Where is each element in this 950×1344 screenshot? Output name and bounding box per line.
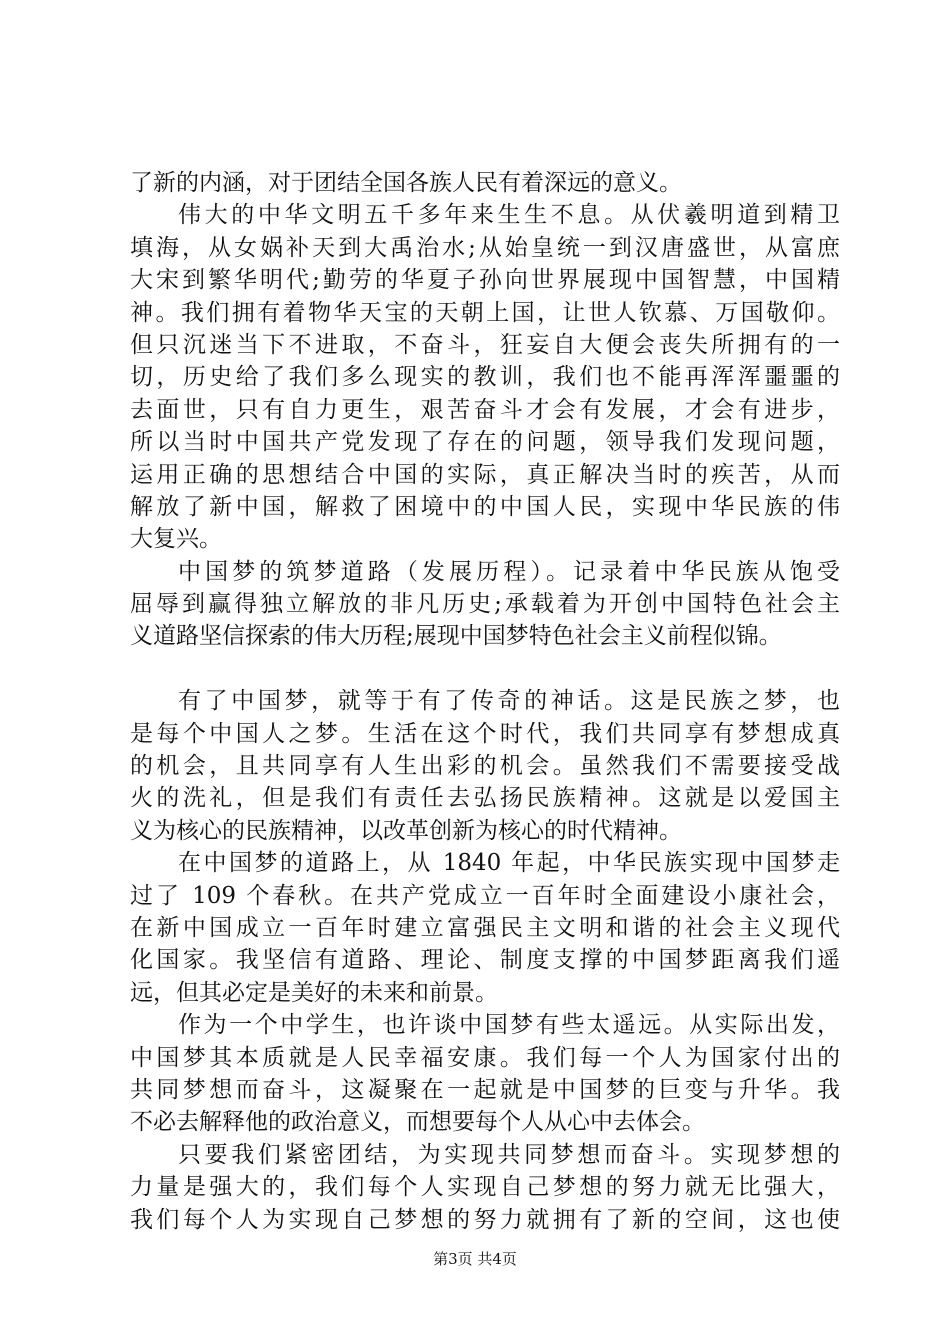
text-line: 中国梦其本质就是人民幸福安康。我们每一个人为国家付出的 <box>130 1044 840 1071</box>
page-footer: 第3页 共4页 <box>433 1250 517 1268</box>
text-line: 有了中国梦，就等于有了传奇的神话。这是民族之梦，也 <box>178 688 840 715</box>
text-line: 化国家。我坚信有道路、理论、制度支撑的中国梦距离我们遥 <box>130 947 840 974</box>
text-line: 不必去解释他的政治意义，而想要每个人从心中去体会。 <box>130 1109 705 1136</box>
text-line: 切，历史给了我们多么现实的教训，我们也不能再浑浑噩噩的 <box>130 364 840 391</box>
text-line: 的机会，且共同享有人生出彩的机会。虽然我们不需要接受战 <box>130 753 840 780</box>
text-line: 解放了新中国，解救了困境中的中国人民，实现中华民族的伟 <box>130 493 840 520</box>
text-line: 填海，从女娲补天到大禹治水;从始皇统一到汉唐盛世，从富庶 <box>130 234 840 261</box>
text-line: 但只沉迷当下不进取，不奋斗，狂妄自大便会丧失所拥有的一 <box>130 331 840 358</box>
text-line: 了新的内涵，对于团结全国各族人民有着深远的意义。 <box>130 170 682 196</box>
text-line: 远，但其必定是美好的未来和前景。 <box>130 979 498 1006</box>
text-line: 力量是强大的，我们每个人实现自己梦想的努力就无比强大， <box>130 1174 840 1201</box>
text-line: 义为核心的民族精神，以改革创新为核心的时代精神。 <box>130 817 682 844</box>
text-line: 义道路坚信探索的伟大历程;展现中国梦特色社会主义前程似锦。 <box>130 623 782 650</box>
text-line: 伟大的中华文明五千多年来生生不息。从伏羲明道到精卫 <box>178 202 840 229</box>
text-line: 共同梦想而奋斗，这凝聚在一起就是中国梦的巨变与升华。我 <box>130 1076 840 1103</box>
paragraph <box>130 1139 840 1236</box>
text-line: 神。我们拥有着物华天宝的天朝上国，让世人钦慕、万国敬仰。 <box>130 299 840 326</box>
text-line: 在中国梦的道路上，从 1840 年起，中华民族实现中国梦走 <box>178 850 840 877</box>
paragraph <box>130 847 840 1009</box>
text-line: 在新中国成立一百年时建立富强民主文明和谐的社会主义现代 <box>130 914 840 941</box>
blank-line <box>130 653 840 685</box>
text-line: 去面世，只有自力更生，艰苦奋斗才会有发展，才会有进步， <box>130 396 840 423</box>
text-line: 所以当时中国共产党发现了存在的问题，领导我们发现问题， <box>130 429 840 456</box>
paragraph <box>130 685 840 847</box>
document-body <box>130 167 840 1236</box>
paragraph <box>130 199 840 555</box>
text-line: 大复兴。 <box>130 526 222 553</box>
text-line: 屈辱到赢得独立解放的非凡历史;承载着为开创中国特色社会主 <box>130 591 840 618</box>
text-line: 只要我们紧密团结，为实现共同梦想而奋斗。实现梦想的 <box>178 1141 840 1168</box>
paragraph <box>130 556 840 653</box>
text-line: 过了 109 个春秋。在共产党成立一百年时全面建设小康社会， <box>130 882 840 909</box>
text-line: 中国梦的筑梦道路（发展历程）。记录着中华民族从饱受 <box>178 558 840 585</box>
text-line: 作为一个中学生，也许谈中国梦有些太遥远。从实际出发， <box>178 1012 840 1039</box>
text-line: 我们每个人为实现自己梦想的努力就拥有了新的空间，这也使 <box>130 1206 840 1233</box>
text-line: 运用正确的思想结合中国的实际，真正解决当时的疾苦，从而 <box>130 461 840 488</box>
text-line: 大宋到繁华明代;勤劳的华夏子孙向世界展现中国智慧，中国精 <box>130 267 840 294</box>
paragraph <box>130 167 840 199</box>
paragraph <box>130 1009 840 1139</box>
text-line: 火的洗礼，但是我们有责任去弘扬民族精神。这就是以爱国主 <box>130 785 840 812</box>
text-line: 是每个中国人之梦。生活在这个时代，我们共同享有梦想成真 <box>130 720 840 747</box>
